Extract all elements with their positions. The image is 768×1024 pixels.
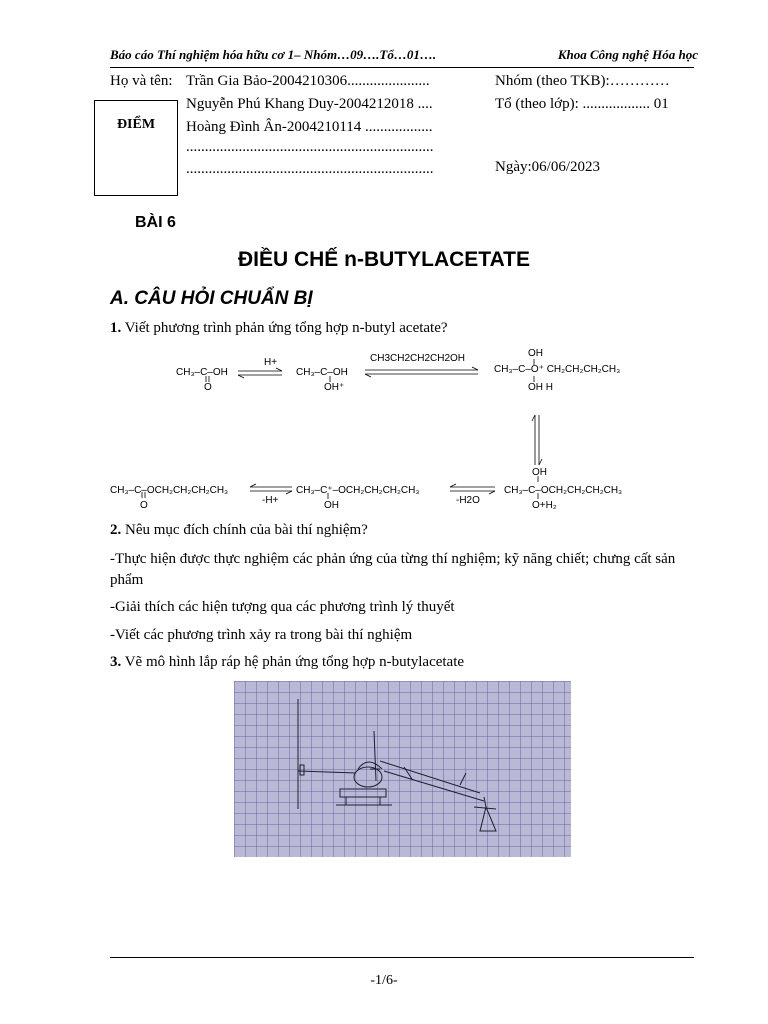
species-oxonium-bottom: O+H₂ [532,500,557,511]
arrow-label-minus-h: -H+ [262,495,279,506]
answer-2-line-1: -Thực hiện được thực nghiệm các phản ứng của từng thí nghiệm; kỹ năng chiết; chưng cất sản phẩm [110,551,676,588]
question-1: 1. Viết phương trình phản ứng tổng hợp n-butyl acetate? [110,320,448,336]
species-tetra-top: OH [528,348,543,359]
team-field: Tổ (theo lớp): .................. 01 [495,96,669,112]
member-1: Trần Gia Bảo-2004210306...................... [186,73,430,89]
species-ester-o: O [140,500,148,511]
section-heading: A. CÂU HỎI CHUẨN BỊ [110,288,313,309]
species-acetic-acid: CH₃–C–OH [176,367,228,378]
apparatus-sketch [234,681,571,857]
species-protonated: CH₃–C–OH [296,367,348,378]
score-label: ĐIỂM [116,117,156,132]
species-tetra-bottom: OH H [528,382,553,393]
date-field: Ngày:06/06/2023 [495,159,600,175]
member-3: Hoàng Đình Ân-2004210114 .................. [186,119,433,135]
page-title: ĐIỀU CHẾ n-BUTYLACETATE [237,248,531,271]
species-acetic-acid-o: O [204,382,212,393]
answer-2-line-2: -Giải thích các hiện tượng qua các phương trình lý thuyết [110,599,455,615]
species-oxonium: CH₃–C–OCH₂CH₂CH₂CH₃ [504,485,623,496]
question-2: 2. Nêu mục đích chính của bài thí nghiệm? [110,522,368,538]
lesson-number: BÀI 6 [135,214,176,231]
apparatus-drawing-photo [234,681,571,857]
species-cation-oh: OH [324,500,339,511]
species-oxonium-top: OH [532,467,547,478]
group-field: Nhóm (theo TKB):………… [495,73,670,89]
member-5: .................................................................. [186,161,434,177]
header-left: Báo cáo Thí nghiệm hóa hữu cơ 1– Nhóm…09….Tổ…01…. [110,47,437,62]
arrow-label-butanol: CH3CH2CH2CH2OH [370,353,466,364]
answer-2-line-3: -Viết các phương trình xảy ra trong bài thí nghiệm [110,627,413,643]
score-box [94,100,178,196]
species-tetrahedral: CH₃–C–O⁺ CH₂CH₂CH₂CH₃ [494,364,621,375]
member-2: Nguyễn Phú Khang Duy-2004212018 .... [186,96,433,112]
species-protonated-oh: OH⁺ [324,382,345,393]
member-4: .................................................................. [186,139,434,155]
header-divider [110,67,694,68]
header-right: Khoa Công nghệ Hóa học [557,47,698,62]
arrow-label-h: H+ [264,357,278,368]
reaction-scheme [110,345,670,515]
species-ester: CH₃–C–OCH₂CH₂CH₂CH₃ [110,485,229,496]
page-number: -1/6- [370,973,398,988]
species-cation: CH₃–C⁺–OCH₂CH₂CH₂CH₃ [296,485,420,496]
arrow-label-minus-h2o: -H2O [456,495,480,506]
question-3: 3. Vẽ mô hình lắp ráp hệ phản ứng tổng hợp n-butylacetate [110,654,465,670]
name-label: Họ và tên: [110,73,173,89]
footer-divider [110,957,694,958]
